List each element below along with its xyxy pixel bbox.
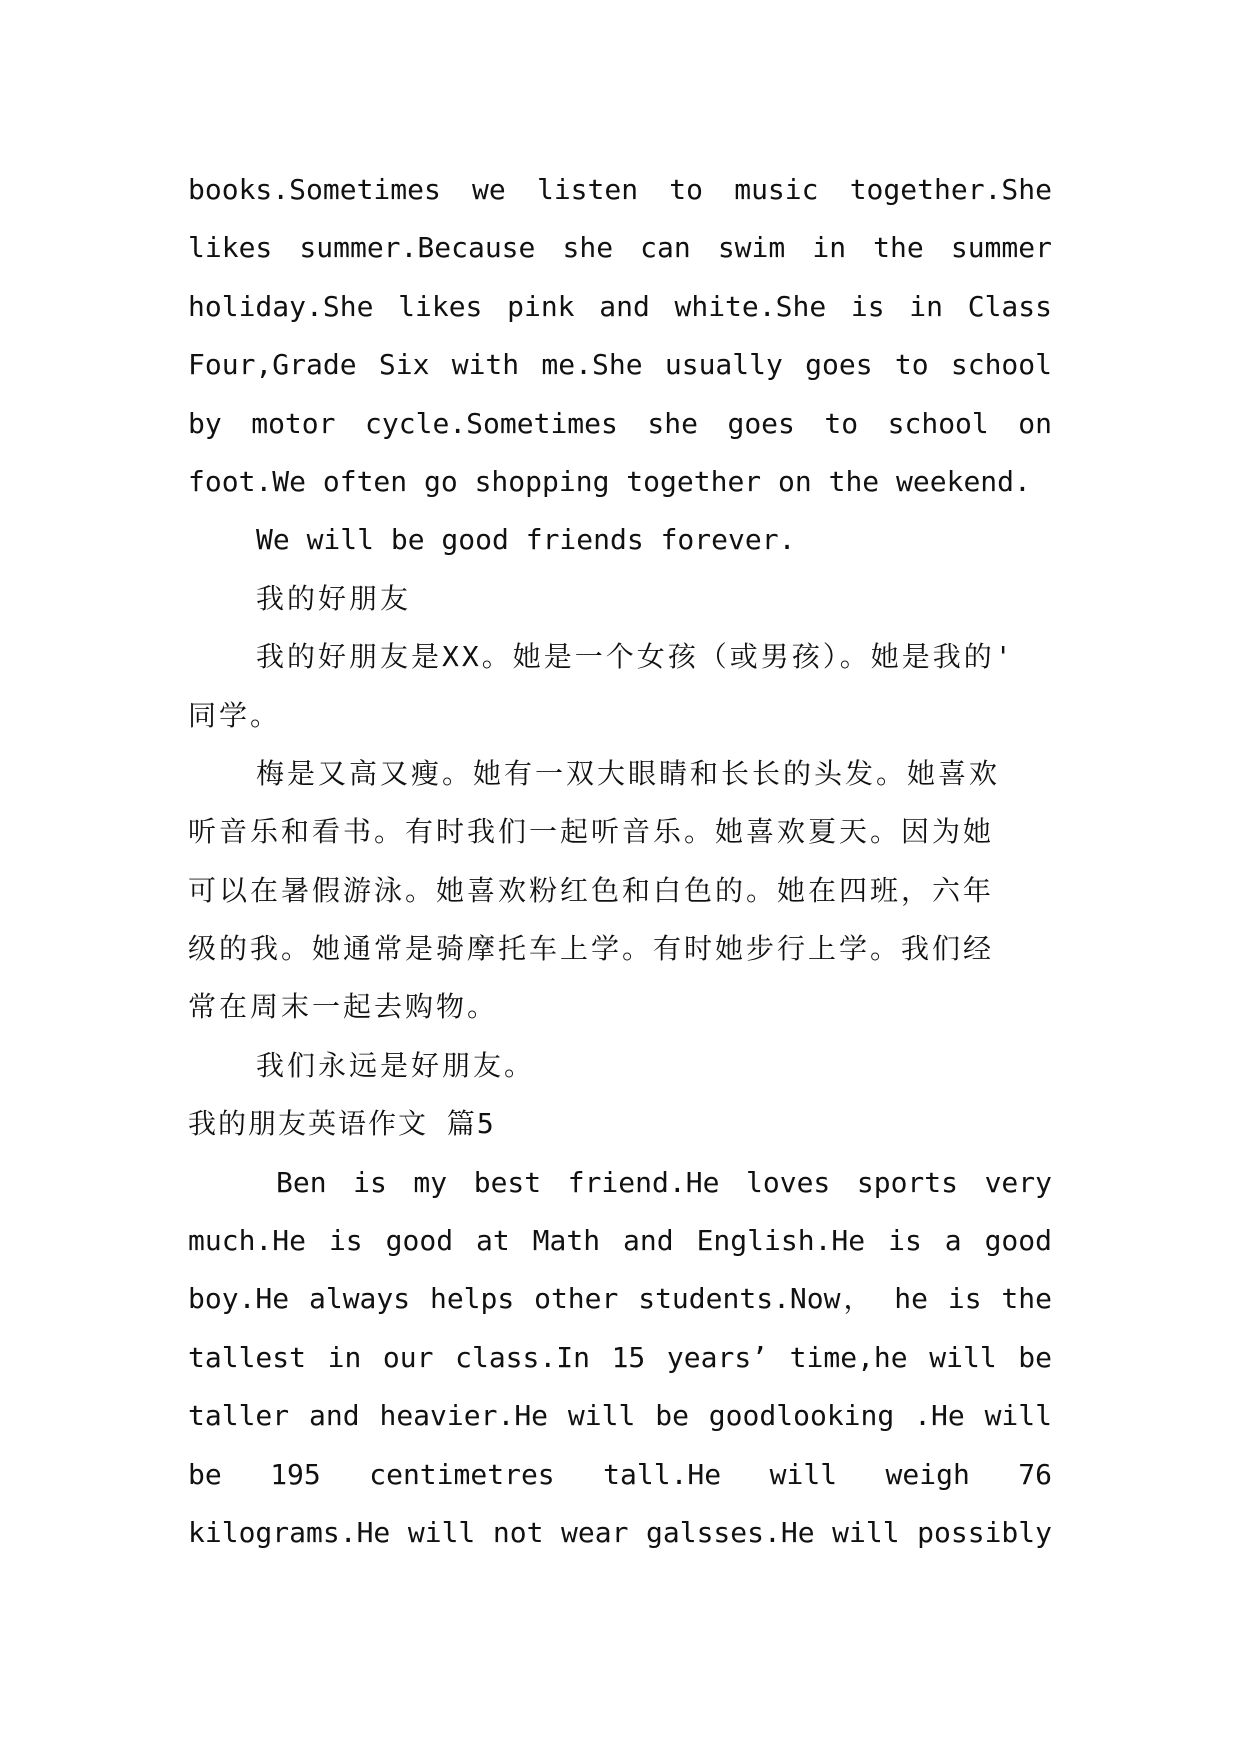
- text-line: 常在周末一起去购物。: [188, 990, 499, 1024]
- text-line: books.Sometimes we listen to music together.She: [188, 173, 1052, 206]
- text-line: kilograms.He will not wear galsses.He will possibly: [188, 1515, 1052, 1549]
- text-line: Ben is my best friend.He loves sports very: [276, 1165, 1052, 1199]
- section-heading: 我的朋友英语作文 篇5: [188, 1107, 496, 1141]
- text-line: likes summer.Because she can swim in the summer: [188, 231, 1052, 265]
- text-line: by motor cycle.Sometimes she goes to school on: [188, 406, 1052, 440]
- text-line: 我的好朋友是XX。她是一个女孩（或男孩）。她是我的': [256, 640, 1015, 674]
- text-line: 梅是又高又瘦。她有一双大眼睛和长长的头发。她喜欢: [256, 756, 1001, 790]
- text-line: 可以在暑假游泳。她喜欢粉红色和白色的。她在四班，六年: [188, 873, 995, 907]
- text-line: We will be good friends forever.: [256, 523, 796, 557]
- text-line: 我们永远是好朋友。: [256, 1048, 536, 1082]
- text-line: Four,Grade Six with me.She usually goes to school: [188, 348, 1052, 382]
- document-body: [188, 161, 1052, 1562]
- text-line: holiday.She likes pink and white.She is in Class: [188, 289, 1052, 323]
- text-line: much.He is good at Math and English.He is a good: [188, 1224, 1052, 1258]
- text-line: 同学。: [188, 698, 282, 732]
- section-title: 我的好朋友: [256, 581, 412, 615]
- text-line: foot.We often go shopping together on the weekend.: [188, 464, 1031, 498]
- text-line: boy.He always helps other students.Now， he is the: [188, 1282, 1052, 1316]
- text-line: be 195 centimetres tall.He will weigh 76: [188, 1457, 1052, 1491]
- text-line: 级的我。她通常是骑摩托车上学。有时她步行上学。我们经: [188, 932, 995, 966]
- text-line: 听音乐和看书。有时我们一起听音乐。她喜欢夏天。因为她: [188, 815, 995, 849]
- text-line: tallest in our class.In 15 years’ time,he will be: [188, 1340, 1052, 1374]
- text-line: taller and heavier.He will be goodlooking .He will: [188, 1399, 1052, 1433]
